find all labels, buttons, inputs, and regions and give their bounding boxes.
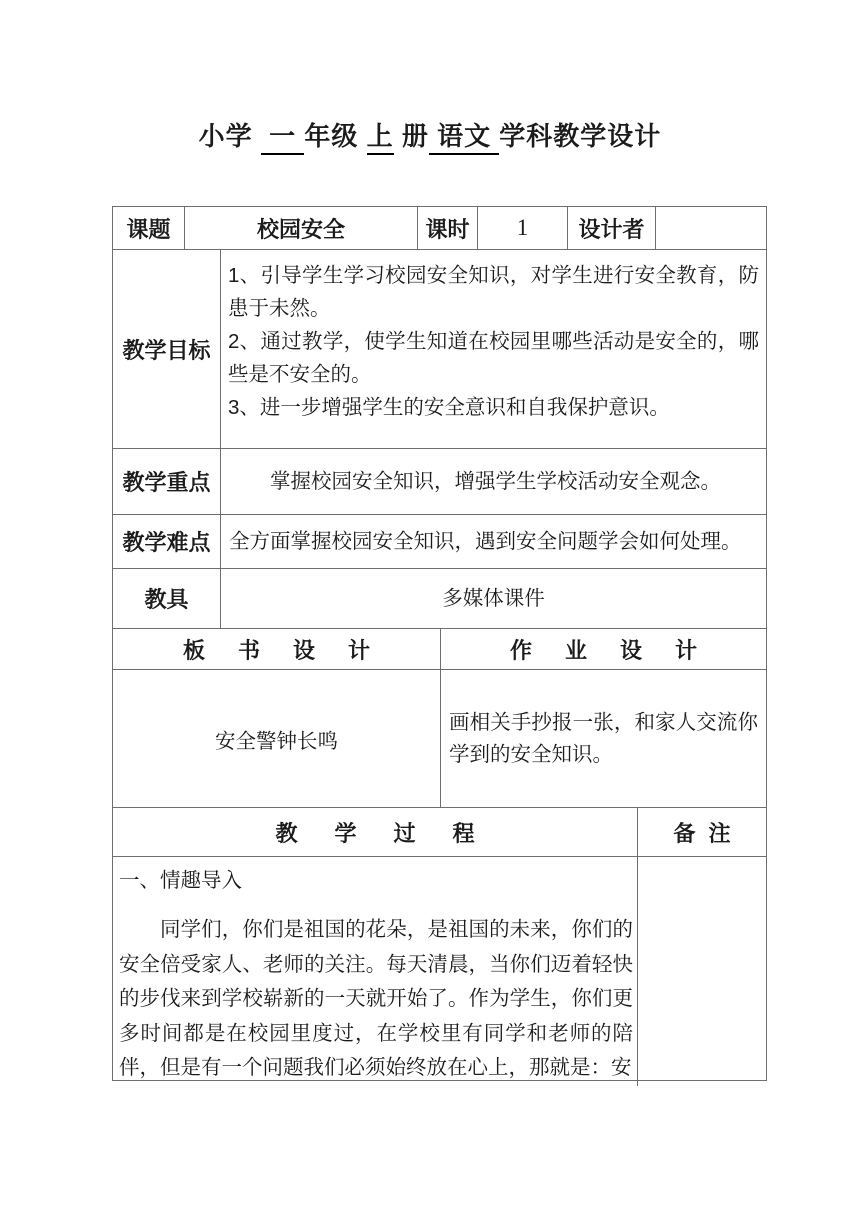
homework-design-content [441,670,766,807]
table-row-objectives [113,250,766,449]
objective-item-1: 1、引导学生学习校园安全知识，对学生进行安全教育，防患于未然。 [228,264,759,320]
title-segment: 小学 [198,121,261,151]
table-row-process-headers [113,808,766,857]
subject-label: 课题 [113,207,185,249]
remark-content [638,857,766,1086]
objective-item-3: 3、进一步增强学生的安全意识和自我保护意识。 [228,396,670,419]
difficulty-content [221,515,766,568]
aid-text: 多媒体课件 [442,587,545,610]
title-segment: 册 [393,121,429,151]
keypoint-content [221,449,766,514]
keypoint-label: 教学重点 [113,449,221,514]
objectives-label: 教学目标 [113,250,221,448]
objective-item-2: 2、通过教学，使学生知道在校园里哪些活动是安全的，哪些是不安全的。 [228,330,759,386]
objectives-content [221,250,766,448]
process-content [113,857,638,1086]
title-segment: 年级 [304,121,367,151]
table-row-header [113,207,766,250]
keypoint-text: 掌握校园安全知识，增强学生学校活动安全观念。 [270,470,721,493]
title-segment: 一 [261,121,304,155]
designer-label: 设计者 [568,207,656,249]
aid-content [221,569,766,628]
process-section-title: 一、情趣导入 [119,869,242,892]
title-segment: 语文 [429,121,499,155]
title-segment: 上 [367,121,394,155]
process-header: 教学过程 [113,808,638,856]
process-paragraph: 同学们，你们是祖国的花朵，是祖国的未来，你们的安全倍受家人、老师的关注。每天清晨，当你们迈着轻快的步伐来到学校崭新的一天就开始了。作为学生，你们更多时间都是在校园里度过，在学校里有同学和老师的陪伴，但是有一个问题我们必须始终放在心上，那就是：安 [119,918,633,1079]
designer-value [656,207,766,249]
table-row-keypoint [113,449,766,515]
subject-value: 校园安全 [185,207,418,249]
lesson-plan-table [112,206,767,1081]
board-design-content: 安全警钟长鸣 [113,670,441,807]
difficulty-label: 教学难点 [113,515,221,568]
table-row-difficulty [113,515,766,569]
page-title [0,116,860,153]
table-row-process-content [113,857,766,1086]
period-value: 1 [478,207,568,249]
title-segment: 学科教学设计 [499,121,662,151]
table-row-aid [113,569,766,629]
board-design-header: 板书设计 [113,629,441,669]
table-row-design-content [113,670,766,808]
homework-text: 画相关手抄报一张，和家人交流你学到的安全知识。 [449,710,758,766]
homework-design-header: 作业设计 [509,637,730,663]
difficulty-text: 全方面掌握校园安全知识，遇到安全问题学会如何处理。 [229,530,742,553]
period-label: 课时 [418,207,478,249]
aid-label: 教具 [113,569,221,628]
remark-header: 备注 [673,820,744,846]
table-row-design-headers [113,629,766,670]
